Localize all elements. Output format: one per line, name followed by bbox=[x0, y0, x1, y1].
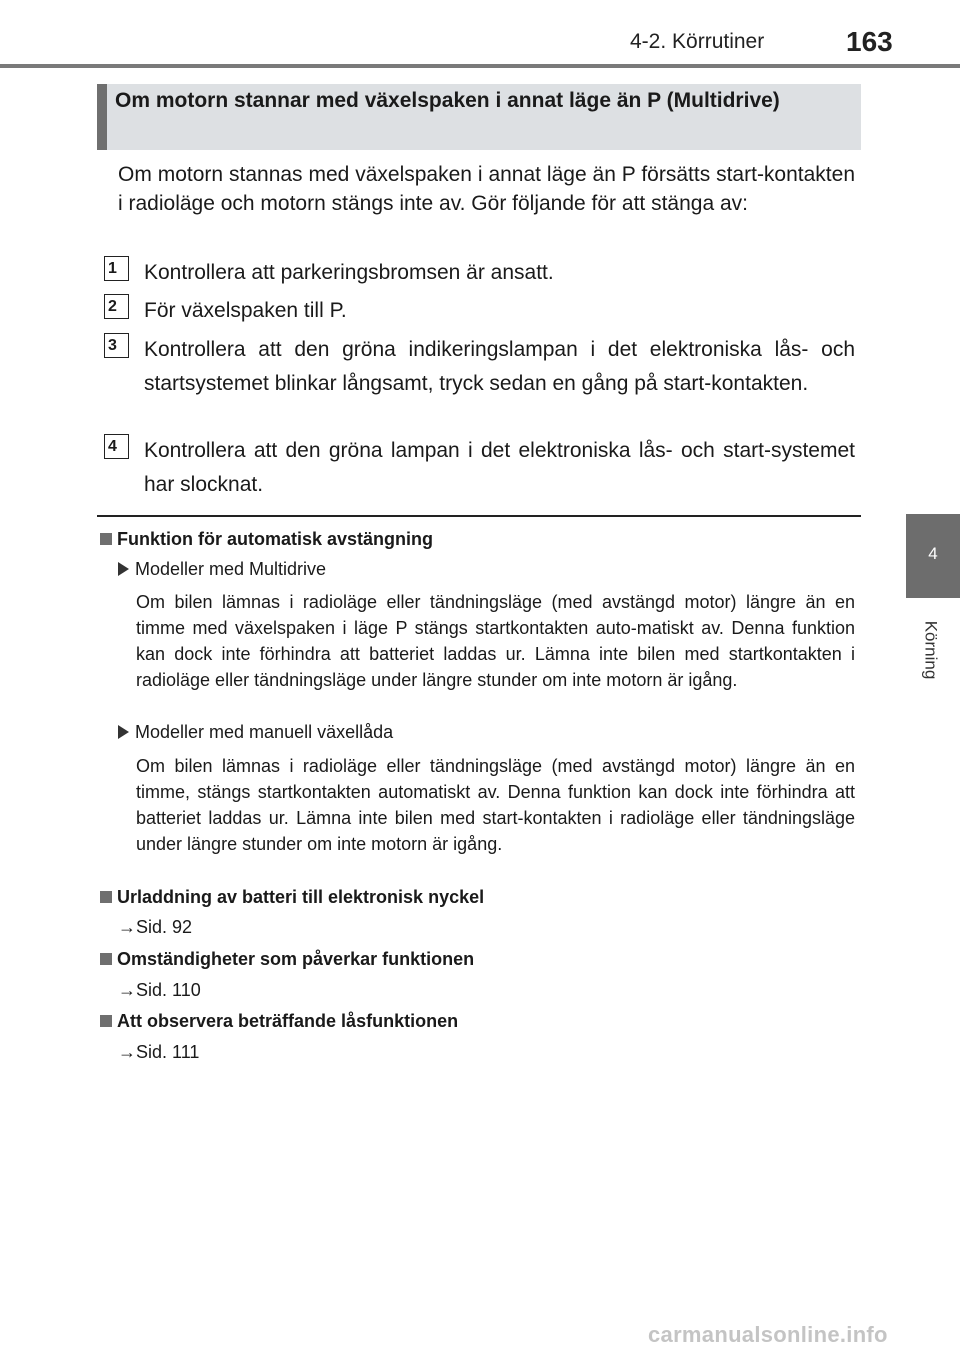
square-bullet-icon bbox=[100, 953, 112, 965]
title-accent-bar bbox=[97, 84, 107, 150]
step-text: Kontrollera att parkeringsbromsen är ansatt. bbox=[144, 261, 554, 284]
step-number-box: 2 bbox=[104, 294, 129, 319]
step-number-box: 4 bbox=[104, 434, 129, 459]
paragraph-manual: Om bilen lämnas i radioläge eller tändningsläge (med avstängd motor) längre än en timme, stängs startkontakten automatiskt av. Denna funktion kan dock inte förhindra att batteriet laddas ur. Lämna inte bilen med start-kontakten i radioläge eller tändningsläge under längre stunder om inte motorn är igång. bbox=[136, 756, 855, 854]
step-3 bbox=[104, 333, 855, 401]
info-heading-auto-off bbox=[100, 529, 433, 550]
chapter-number: 4 bbox=[928, 544, 938, 563]
triangle-bullet-icon bbox=[118, 725, 129, 739]
square-bullet-icon bbox=[100, 533, 112, 545]
page-number: 163 bbox=[846, 26, 893, 57]
page-reference: →Sid. 110 bbox=[118, 980, 201, 1000]
watermark: carmanualsonline.info bbox=[648, 1322, 888, 1347]
subheading-manual bbox=[118, 722, 393, 743]
page-reference: →Sid. 111 bbox=[118, 1042, 200, 1062]
step-text: Kontrollera att den gröna lampan i det elektroniska lås- och start-systemet har slocknat. bbox=[144, 439, 855, 496]
info-heading-text: Att observera beträffande låsfunktionen bbox=[117, 1011, 459, 1031]
chapter-label: Körning bbox=[920, 620, 940, 680]
chapter-label-container bbox=[900, 610, 960, 690]
subheading-text: Modeller med Multidrive bbox=[135, 559, 327, 579]
subheading-text: Modeller med manuell växellåda bbox=[135, 722, 394, 742]
info-heading-battery bbox=[100, 887, 484, 908]
step-text: För växelspaken till P. bbox=[144, 299, 347, 322]
square-bullet-icon bbox=[100, 891, 112, 903]
section-title: Om motorn stannar med växelspaken i annat läge än P (Multidrive) bbox=[115, 89, 780, 112]
intro-paragraph: Om motorn stannas med växelspaken i annat läge än P försätts start-kontakten i radioläge och motorn stängs inte av. Gör följande för att stänga av: bbox=[118, 163, 855, 215]
step-4 bbox=[104, 434, 855, 502]
info-heading-text: Omständigheter som påverkar funktionen bbox=[117, 949, 475, 969]
chapter-tab bbox=[906, 514, 960, 598]
step-1 bbox=[104, 256, 855, 290]
page-reference: →Sid. 92 bbox=[118, 917, 193, 937]
step-number-box: 1 bbox=[104, 256, 129, 281]
section-divider bbox=[97, 515, 861, 517]
header-section-title: 4-2. Körrutiner bbox=[630, 30, 765, 53]
info-heading-circumstances bbox=[100, 949, 474, 970]
info-heading-lock bbox=[100, 1011, 458, 1032]
header-divider bbox=[0, 64, 960, 68]
subheading-multidrive bbox=[118, 559, 326, 580]
info-heading-text: Funktion för automatisk avstängning bbox=[117, 529, 434, 549]
paragraph-multidrive: Om bilen lämnas i radioläge eller tändningsläge (med avstängd motor) längre än en timme med växelspaken i läge P stängs startkontakten auto-matiskt av. Denna funktion kan dock inte förhindra att batteriet laddas ur. Lämna inte bilen med startkontakten i radioläge eller tändningsläge under längre stunder om inte motorn är igång. bbox=[136, 592, 855, 690]
info-heading-text: Urladdning av batteri till elektronisk nyckel bbox=[117, 887, 485, 907]
section-title-box bbox=[97, 84, 861, 150]
step-number-box: 3 bbox=[104, 333, 129, 358]
step-text: Kontrollera att den gröna indikeringslampan i det elektroniska lås- och startsystemet blinkar långsamt, tryck sedan en gång på start-kontakten. bbox=[144, 338, 855, 395]
square-bullet-icon bbox=[100, 1015, 112, 1027]
triangle-bullet-icon bbox=[118, 562, 129, 576]
step-2 bbox=[104, 294, 855, 328]
